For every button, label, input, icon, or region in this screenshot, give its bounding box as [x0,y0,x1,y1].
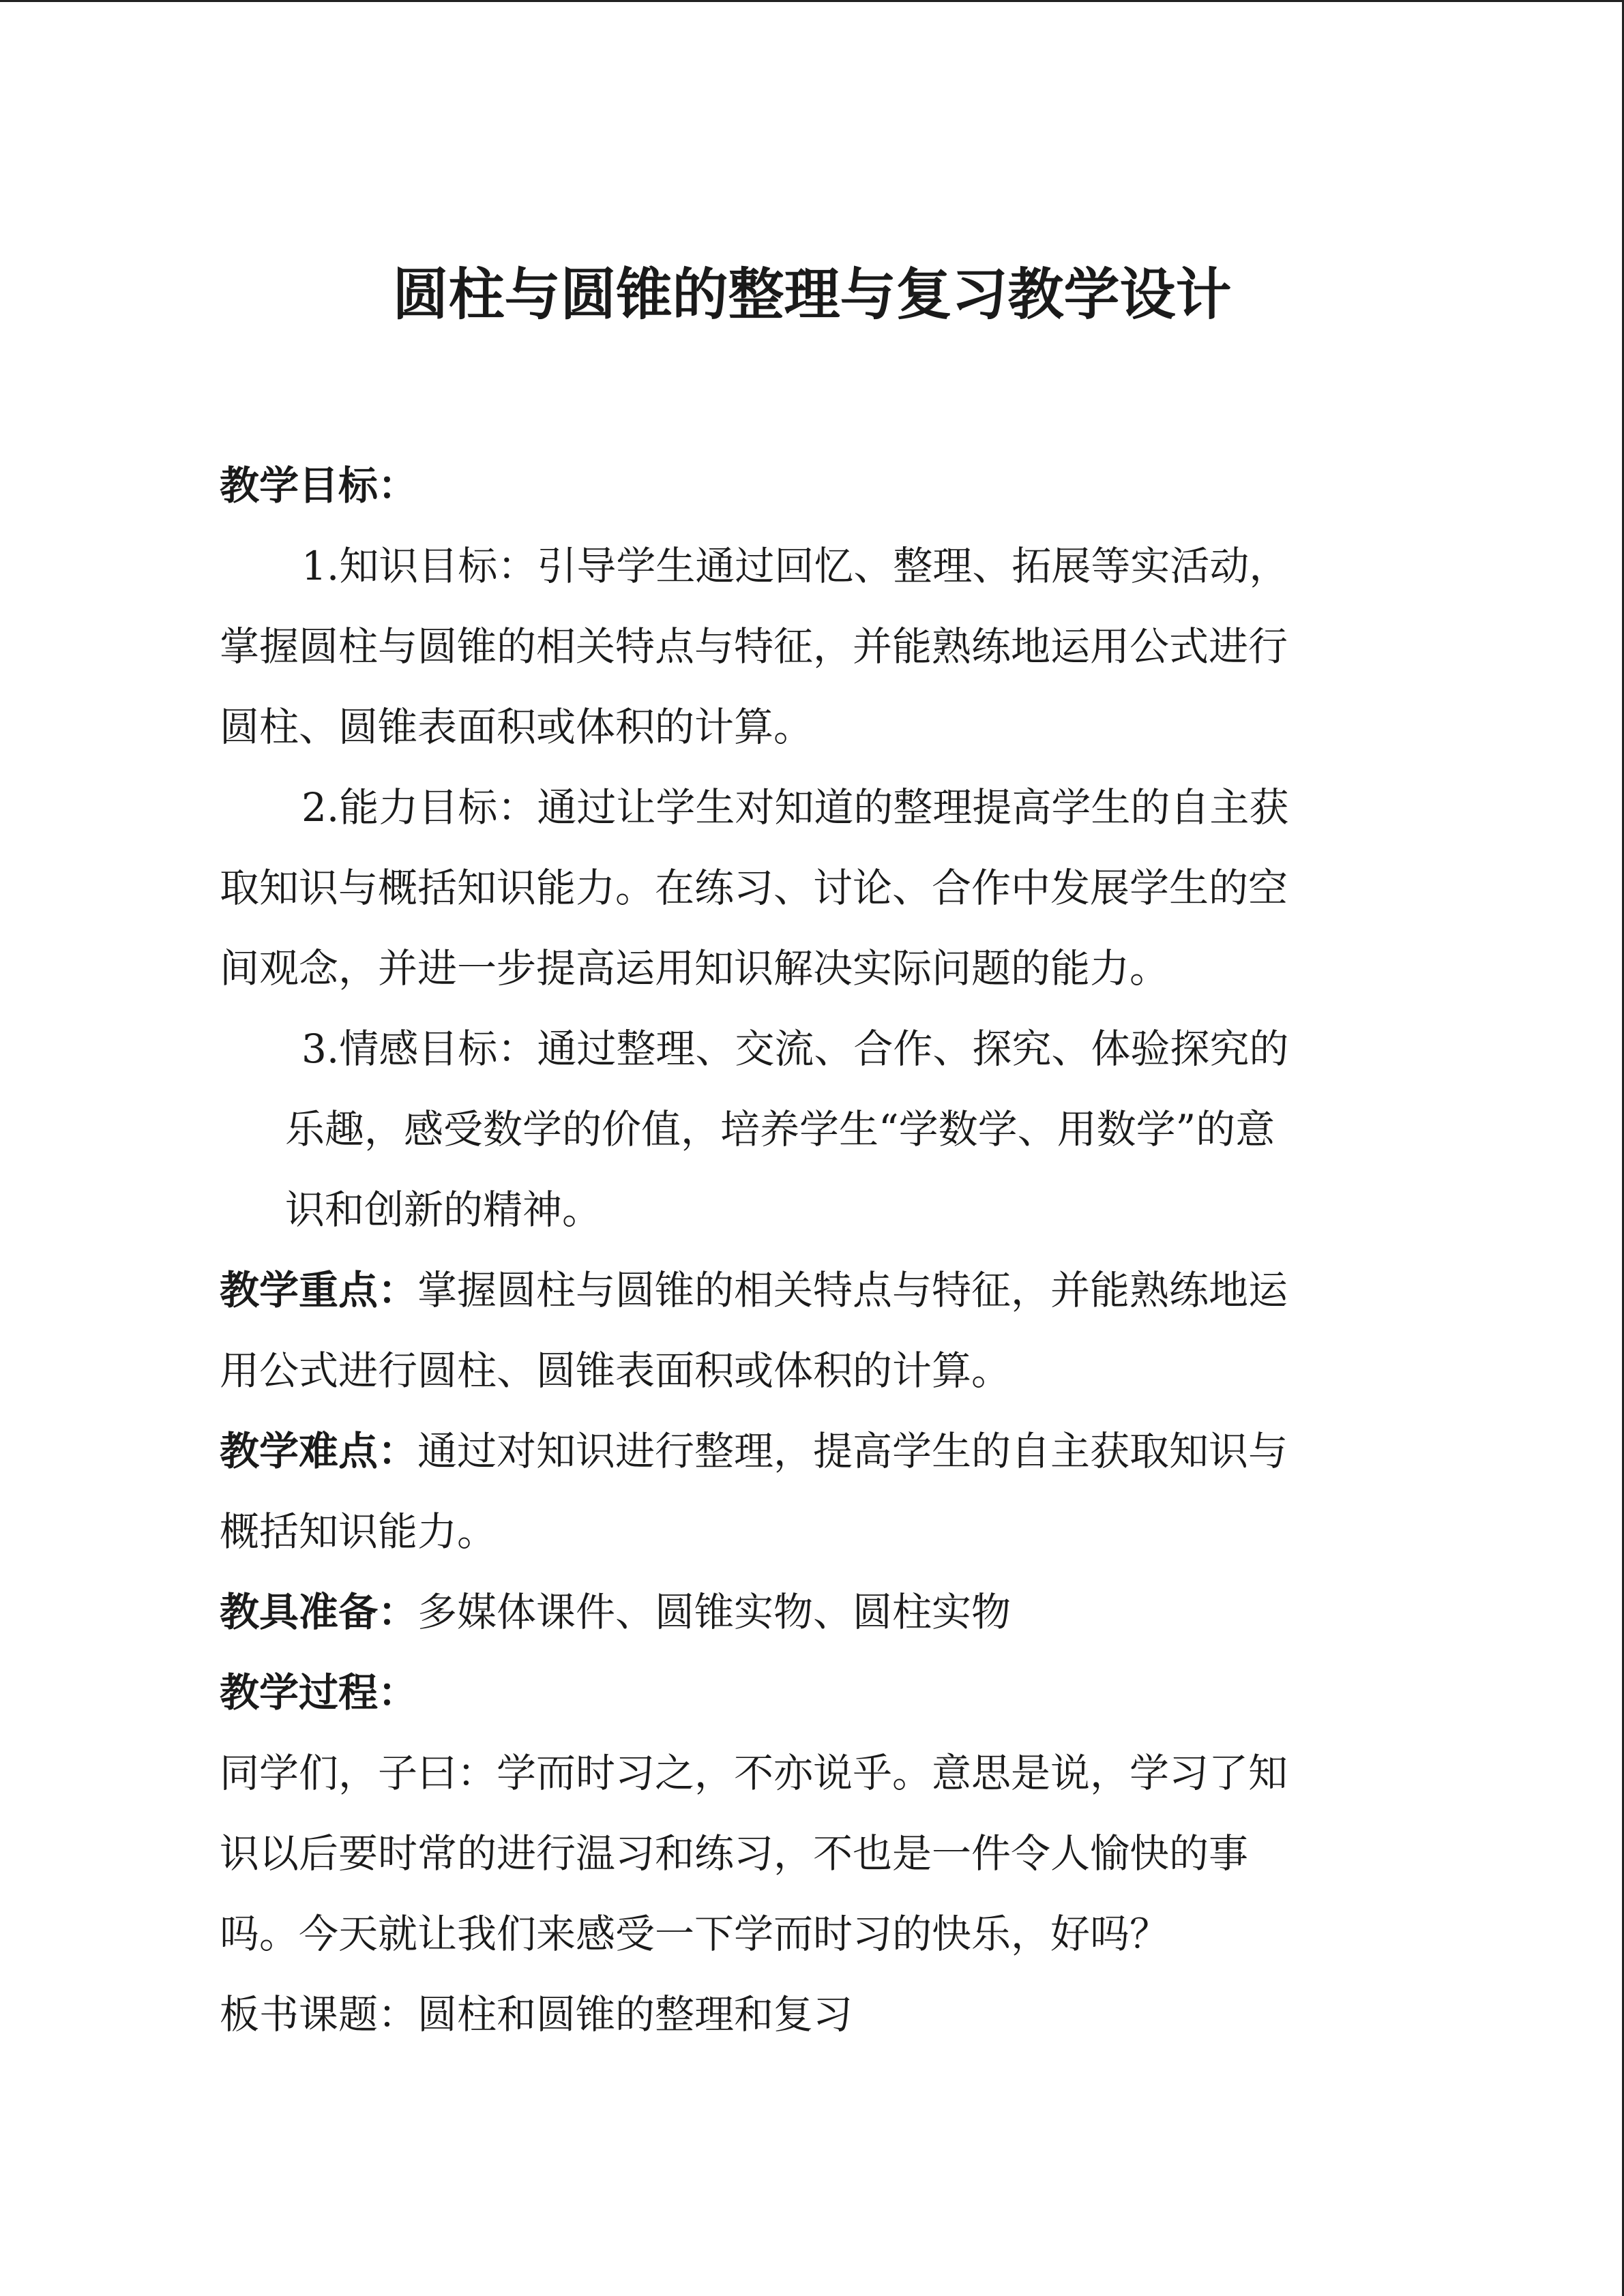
process-line-3: 吗。今天就让我们来感受一下学而时习的快乐，好吗？ [220,1911,1170,1957]
objective-emotion-line-3: 识和创新的精神。 [285,1187,602,1233]
key-points-line-2: 用公式进行圆柱、圆锥表面积或体积的计算。 [220,1347,1012,1394]
process-line-1: 同学们，子曰：学而时习之，不亦说乎。意思是说，学习了知 [220,1750,1288,1796]
difficulties-text: 通过对知识进行整理，提高学生的自主获取知识与 [417,1428,1288,1474]
objective-ability-line-2: 取知识与概括知识能力。在练习、讨论、合作中发展学生的空 [220,865,1288,911]
page-border-top [0,0,1624,2]
process-heading: 教学过程： [220,1669,418,1716]
key-points-text: 掌握圆柱与圆锥的相关特点与特征，并能熟练地运 [417,1267,1288,1313]
objective-knowledge-line-1: 1.知识目标：引导学生通过回忆、整理、拓展等实活动， [301,543,1289,589]
key-points-label: 教学重点： [220,1267,418,1313]
difficulties-label: 教学难点： [220,1428,418,1474]
process-line-4: 板书课题：圆柱和圆锥的整理和复习 [220,1991,853,2038]
materials-label: 教具准备： [220,1589,418,1635]
objective-knowledge-line-3: 圆柱、圆锥表面积或体积的计算。 [220,704,814,750]
objective-emotion-line-2: 乐趣，感受数学的价值，培养学生“学数学、用数学”的意 [285,1106,1275,1152]
materials-line [220,1585,1011,1639]
document-title: 圆柱与圆锥的整理与复习教学设计 [392,263,1232,327]
objective-ability-line-1: 2.能力目标：通过让学生对知道的整理提高学生的自主获 [301,784,1289,831]
objective-ability-line-3: 间观念，并进一步提高运用知识解决实际问题的能力。 [220,945,1170,992]
difficulties-line-2: 概括知识能力。 [220,1508,497,1555]
process-line-2: 识以后要时常的进行温习和练习，不也是一件令人愉快的事 [220,1830,1249,1877]
objective-emotion-line-1: 3.情感目标：通过整理、交流、合作、探究、体验探究的 [301,1026,1289,1072]
key-points-line-1 [220,1263,1288,1317]
difficulties-line-1 [220,1424,1288,1478]
objective-knowledge-line-2: 掌握圆柱与圆锥的相关特点与特征，并能熟练地运用公式进行 [220,623,1288,670]
objectives-heading: 教学目标： [220,462,418,509]
materials-text: 多媒体课件、圆锥实物、圆柱实物 [417,1589,1012,1635]
